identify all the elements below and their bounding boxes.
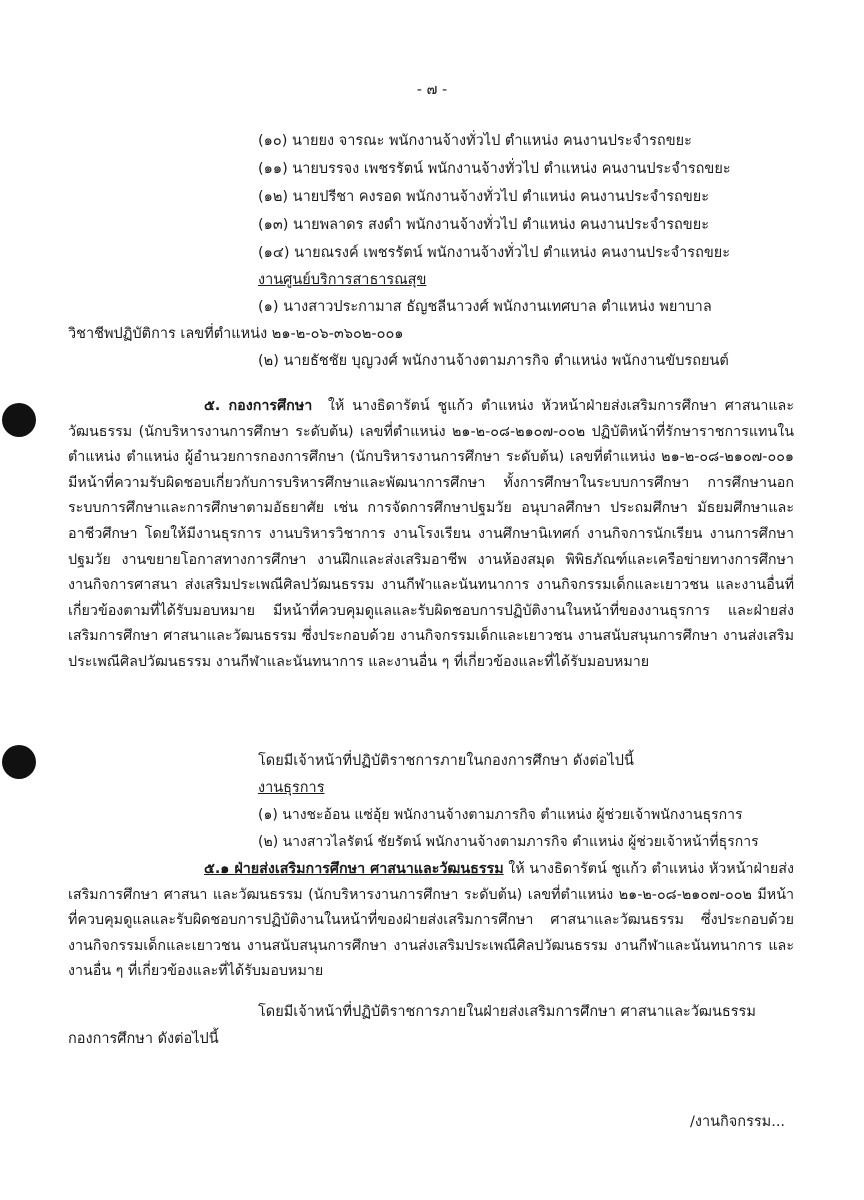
section-paragraph [68, 857, 794, 985]
list-item: (๒) นายธัชชัย บุญวงศ์ พนักงานจ้างตามภารกิจ ตำแหน่ง พนักงานขับรถยนต์ [258, 353, 729, 369]
punch-hole [2, 745, 36, 779]
page-number: - ๗ - [416, 82, 448, 98]
list-item: (๑๐) นายยง จารณะ พนักงานจ้างทั่วไป ตำแหน่ง คนงานประจำรถขยะ [258, 133, 692, 149]
section-heading: ๕. กองการศึกษา [204, 398, 313, 414]
continuation-marker: /งานกิจกรรม... [690, 1114, 786, 1130]
staff-intro-continuation: กองการศึกษา ดังต่อไปนี้ [68, 1031, 219, 1047]
list-item: (๑) นางชะอ้อน แซ่อุ้ย พนักงานจ้างตามภารกิจ ตำแหน่ง ผู้ช่วยเจ้าพนักงานธุรการ [258, 807, 743, 823]
list-item: (๑๒) นายปรีชา คงรอด พนักงานจ้างทั่วไป ตำแหน่ง คนงานประจำรถขยะ [258, 189, 710, 205]
staff-intro: โดยมีเจ้าหน้าที่ปฏิบัติราชการภายในกองการศึกษา ดังต่อไปนี้ [258, 753, 634, 769]
section-body: ให้ นางธิดารัตน์ ชูแก้ว ตำแหน่ง หัวหน้าฝ่ายส่งเสริมการศึกษา ศาสนา และวัฒนธรรม (นักบริหารงานการศึกษา ระดับต้น) เลขที่ตำแหน่ง ๒๑-๒-๐๘-๒๑๐๗-๐๐๒ มีหน้าที่ควบคุมดูแลและรับผิดชอบการปฏิบัติงานในหน้าที่ของฝ่ายส่งเสริมการศึกษา ศาสนาและวัฒนธรรม ซึ่งประกอบด้วย งานกิจกรรมเด็กและเยาวชน งานสนับสนุนการศึกษา งานส่งเสริมประเพณีศิลปวัฒนธรรม งานกีฬาและนันทนาการ และงานอื่น ๆ ที่เกี่ยวข้องและที่ได้รับมอบหมาย [68, 861, 794, 980]
section-body: ให้ นางธิดารัตน์ ชูแก้ว ตำแหน่ง หัวหน้าฝ่ายส่งเสริมการศึกษา ศาสนาและวัฒนธรรม (นักบริหารงานการศึกษา ระดับต้น) เลขที่ตำแหน่ง ๒๑-๒-๐๘-๒๑๐๗-๐๐๒ ปฏิบัติหน้าที่รักษาราชการแทนในตำแหน่ง ตำแหน่ง ผู้อำนวยการกองการศึกษา (นักบริหารงานการศึกษา ระดับต้น) เลขที่ตำแหน่ง ๒๑-๒-๐๘-๒๑๐๗-๐๐๑ มีหน้าที่ความรับผิดชอบเกี่ยวกับการบริหารศึกษาและพัฒนาการศึกษา ทั้งการศึกษาในระบบการศึกษา การศึกษานอกระบบการศึกษาและการศึกษาตามอัธยาศัย เช่น การจัดการศึกษาปฐมวัย อนุบาลศึกษา ประถมศึกษา มัธยมศึกษาและอาชีวศึกษา โดยให้มีงานธุรการ งานบริหารวิชาการ งานโรงเรียน งานศึกษานิเทศก์ งานกิจการนักเรียน งานการศึกษาปฐมวัย งานขยายโอกาสทางการศึกษา งานฝึกและส่งเสริมอาชีพ งานห้องสมุด พิพิธภัณฑ์และเครือข่ายทางการศึกษา งานกิจการศาสนา ส่งเสริมประเพณีศิลปวัฒนธรรม งานกีฬาและนันทนาการ งานกิจกรรมเด็กและเยาวชน และงานอื่นที่เกี่ยวข้องตามที่ได้รับมอบหมาย มีหน้าที่ควบคุมดูแลและรับผิดชอบการปฏิบัติงานในหน้าที่ของงานธุรการ และฝ่ายส่งเสริมการศึกษา ศาสนาและวัฒนธรรม ซึ่งประกอบด้วย งานกิจกรรมเด็กและเยาวชน งานสนับสนุนการศึกษา งานส่งเสริมประเพณีศิลปวัฒนธรรม งานกีฬาและนันทนาการ และงานอื่น ๆ ที่เกี่ยวข้องและที่ได้รับมอบหมาย [68, 398, 794, 670]
section-heading: ๕.๑ ฝ่ายส่งเสริมการศึกษา ศาสนาและวัฒนธรรม [204, 861, 504, 877]
section-subheading: งานศูนย์บริการสาธารณสุข [258, 272, 427, 288]
section-subheading: งานธุรการ [258, 780, 325, 796]
list-item-continuation: วิชาชีพปฏิบัติการ เลขที่ตำแหน่ง ๒๑-๒-๐๖-๓๖๐๒-๐๐๑ [68, 326, 404, 342]
staff-intro: โดยมีเจ้าหน้าที่ปฏิบัติราชการภายในฝ่ายส่งเสริมการศึกษา ศาสนาและวัฒนธรรม [258, 1004, 756, 1020]
list-item: (๑๑) นายบรรจง เพชรรัตน์ พนักงานจ้างทั่วไป ตำแหน่ง คนงานประจำรถขยะ [258, 161, 731, 177]
list-item: (๑) นางสาวประกามาส ธัญชลีนาวงศ์ พนักงานเทศบาล ตำแหน่ง พยาบาล [258, 299, 712, 315]
list-item: (๑๓) นายพลาดร สงดำ พนักงานจ้างทั่วไป ตำแหน่ง คนงานประจำรถขยะ [258, 217, 709, 233]
section-paragraph [68, 394, 794, 676]
punch-hole [2, 403, 36, 437]
list-item: (๒) นางสาวไลรัตน์ ชัยรัตน์ พนักงานจ้างตามภารกิจ ตำแหน่ง ผู้ช่วยเจ้าหน้าที่ธุรการ [258, 834, 759, 850]
list-item: (๑๔) นายณรงค์ เพชรรัตน์ พนักงานจ้างทั่วไป ตำแหน่ง คนงานประจำรถขยะ [258, 245, 731, 261]
